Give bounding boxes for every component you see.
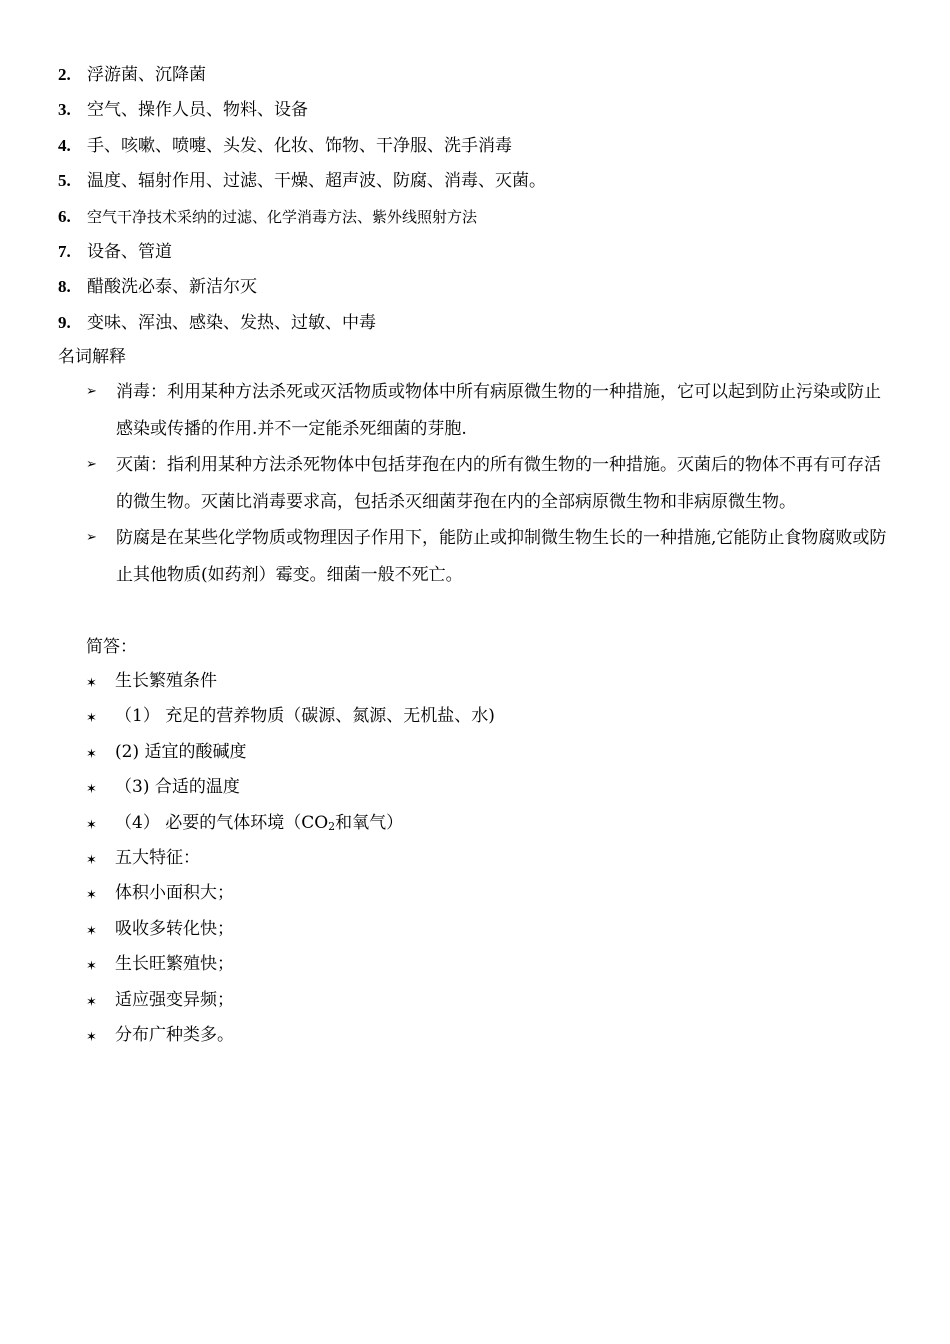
list-item — [86, 1018, 495, 1053]
item-text: （4） 必要的气体环境（CO — [115, 812, 329, 833]
arrow-bullet-icon: ➢ — [86, 384, 97, 399]
item-text: 分布广种类多。 — [115, 1024, 234, 1045]
list-item — [86, 912, 495, 947]
list-item — [58, 234, 546, 269]
star-bullet-icon: ✶ — [86, 711, 97, 727]
list-item — [86, 876, 495, 911]
item-text: 变味、浑浊、感染、发热、过敏、中毒 — [87, 312, 376, 333]
item-text: 吸收多转化快； — [115, 918, 234, 939]
item-text: 温度、辐射作用、过滤、干燥、超声波、防腐、消毒、灭菌。 — [87, 171, 546, 192]
star-bullet-icon: ✶ — [86, 923, 97, 939]
short-answer-list — [86, 664, 495, 1053]
list-item — [86, 770, 495, 805]
arrow-bullet-icon: ➢ — [86, 457, 97, 472]
arrow-bullet-icon: ➢ — [86, 530, 97, 545]
item-text: 设备、管道 — [87, 241, 172, 262]
item-text: 生长繁殖条件 — [115, 671, 217, 691]
star-bullet-icon: ✶ — [86, 888, 97, 904]
terms-heading: 名词解释 — [58, 347, 126, 367]
list-item — [86, 983, 495, 1018]
star-bullet-icon: ✶ — [86, 1029, 97, 1045]
item-text-suffix: 和氧气） — [335, 812, 404, 833]
star-bullet-icon: ✶ — [86, 817, 97, 833]
definition-item — [86, 520, 896, 593]
definition-item — [86, 447, 896, 520]
star-bullet-icon: ✶ — [86, 959, 97, 975]
item-number: 3. — [58, 100, 71, 120]
star-bullet-icon: ✶ — [86, 676, 97, 691]
item-text: (2) 适宜的酸碱度 — [115, 741, 247, 762]
definition-text: 消毒：利用某种方法杀死或灭活物质或物体中所有病原微生物的一种措施，它可以起到防止污染或防止感染或传播的作用.并不一定能杀死细菌的芽胞. — [116, 382, 881, 439]
star-bullet-icon: ✶ — [86, 994, 97, 1010]
list-item — [58, 128, 546, 163]
subscript-2: 2 — [328, 819, 336, 833]
item-text: 空气干净技术采纳的过滤、化学消毒方法、紫外线照射方法 — [87, 207, 478, 226]
item-text: （3) 合适的温度 — [115, 777, 240, 798]
item-number: 5. — [58, 171, 71, 191]
item-number: 7. — [58, 241, 71, 261]
item-text: 浮游菌、沉降菌 — [87, 65, 206, 85]
list-item — [58, 305, 546, 340]
item-number: 9. — [58, 312, 71, 332]
list-item — [86, 699, 495, 734]
list-item — [86, 841, 495, 876]
list-item — [86, 806, 495, 841]
item-text: 体积小面积大； — [115, 883, 234, 904]
list-item — [58, 199, 546, 234]
list-item — [86, 947, 495, 982]
list-item — [86, 664, 495, 699]
list-item — [58, 269, 546, 304]
definition-text: 灭菌：指利用某种方法杀死物体中包括芽孢在内的所有微生物的一种措施。灭菌后的物体不再有可存活的微生物。灭菌比消毒要求高，包括杀灭细菌芽孢在内的全部病原微生物和非病原微生物。 — [116, 455, 881, 512]
star-bullet-icon: ✶ — [86, 852, 97, 868]
item-number: 4. — [58, 135, 71, 155]
list-item — [58, 163, 546, 198]
list-item — [58, 92, 546, 127]
item-number: 2. — [58, 65, 71, 84]
item-text: （1） 充足的营养物质（碳源、氮源、无机盐、水) — [115, 706, 495, 727]
item-number: 6. — [58, 206, 71, 226]
item-text: 空气、操作人员、物料、设备 — [87, 100, 308, 121]
definition-text: 防腐是在某些化学物质或物理因子作用下，能防止或抑制微生物生长的一种措施,它能防止食物腐败或防止其他物质(如药剂）霉变。细菌一般不死亡。 — [116, 528, 887, 585]
item-text: 五大特征： — [115, 847, 200, 868]
item-text: 醋酸洗必泰、新洁尔灭 — [87, 277, 257, 298]
star-bullet-icon: ✶ — [86, 746, 97, 762]
list-item — [86, 735, 495, 770]
item-text: 适应强变异频； — [115, 989, 234, 1010]
definition-item — [86, 374, 896, 447]
short-answer-heading: 简答： — [86, 637, 137, 657]
item-text: 生长旺繁殖快； — [115, 954, 234, 975]
item-number: 8. — [58, 277, 71, 297]
definition-list — [86, 374, 896, 593]
item-text: 手、咳嗽、喷嚏、头发、化妆、饰物、干净服、洗手消毒 — [87, 135, 512, 156]
star-bullet-icon: ✶ — [86, 782, 97, 798]
answer-list — [58, 57, 546, 340]
list-item — [58, 57, 546, 92]
